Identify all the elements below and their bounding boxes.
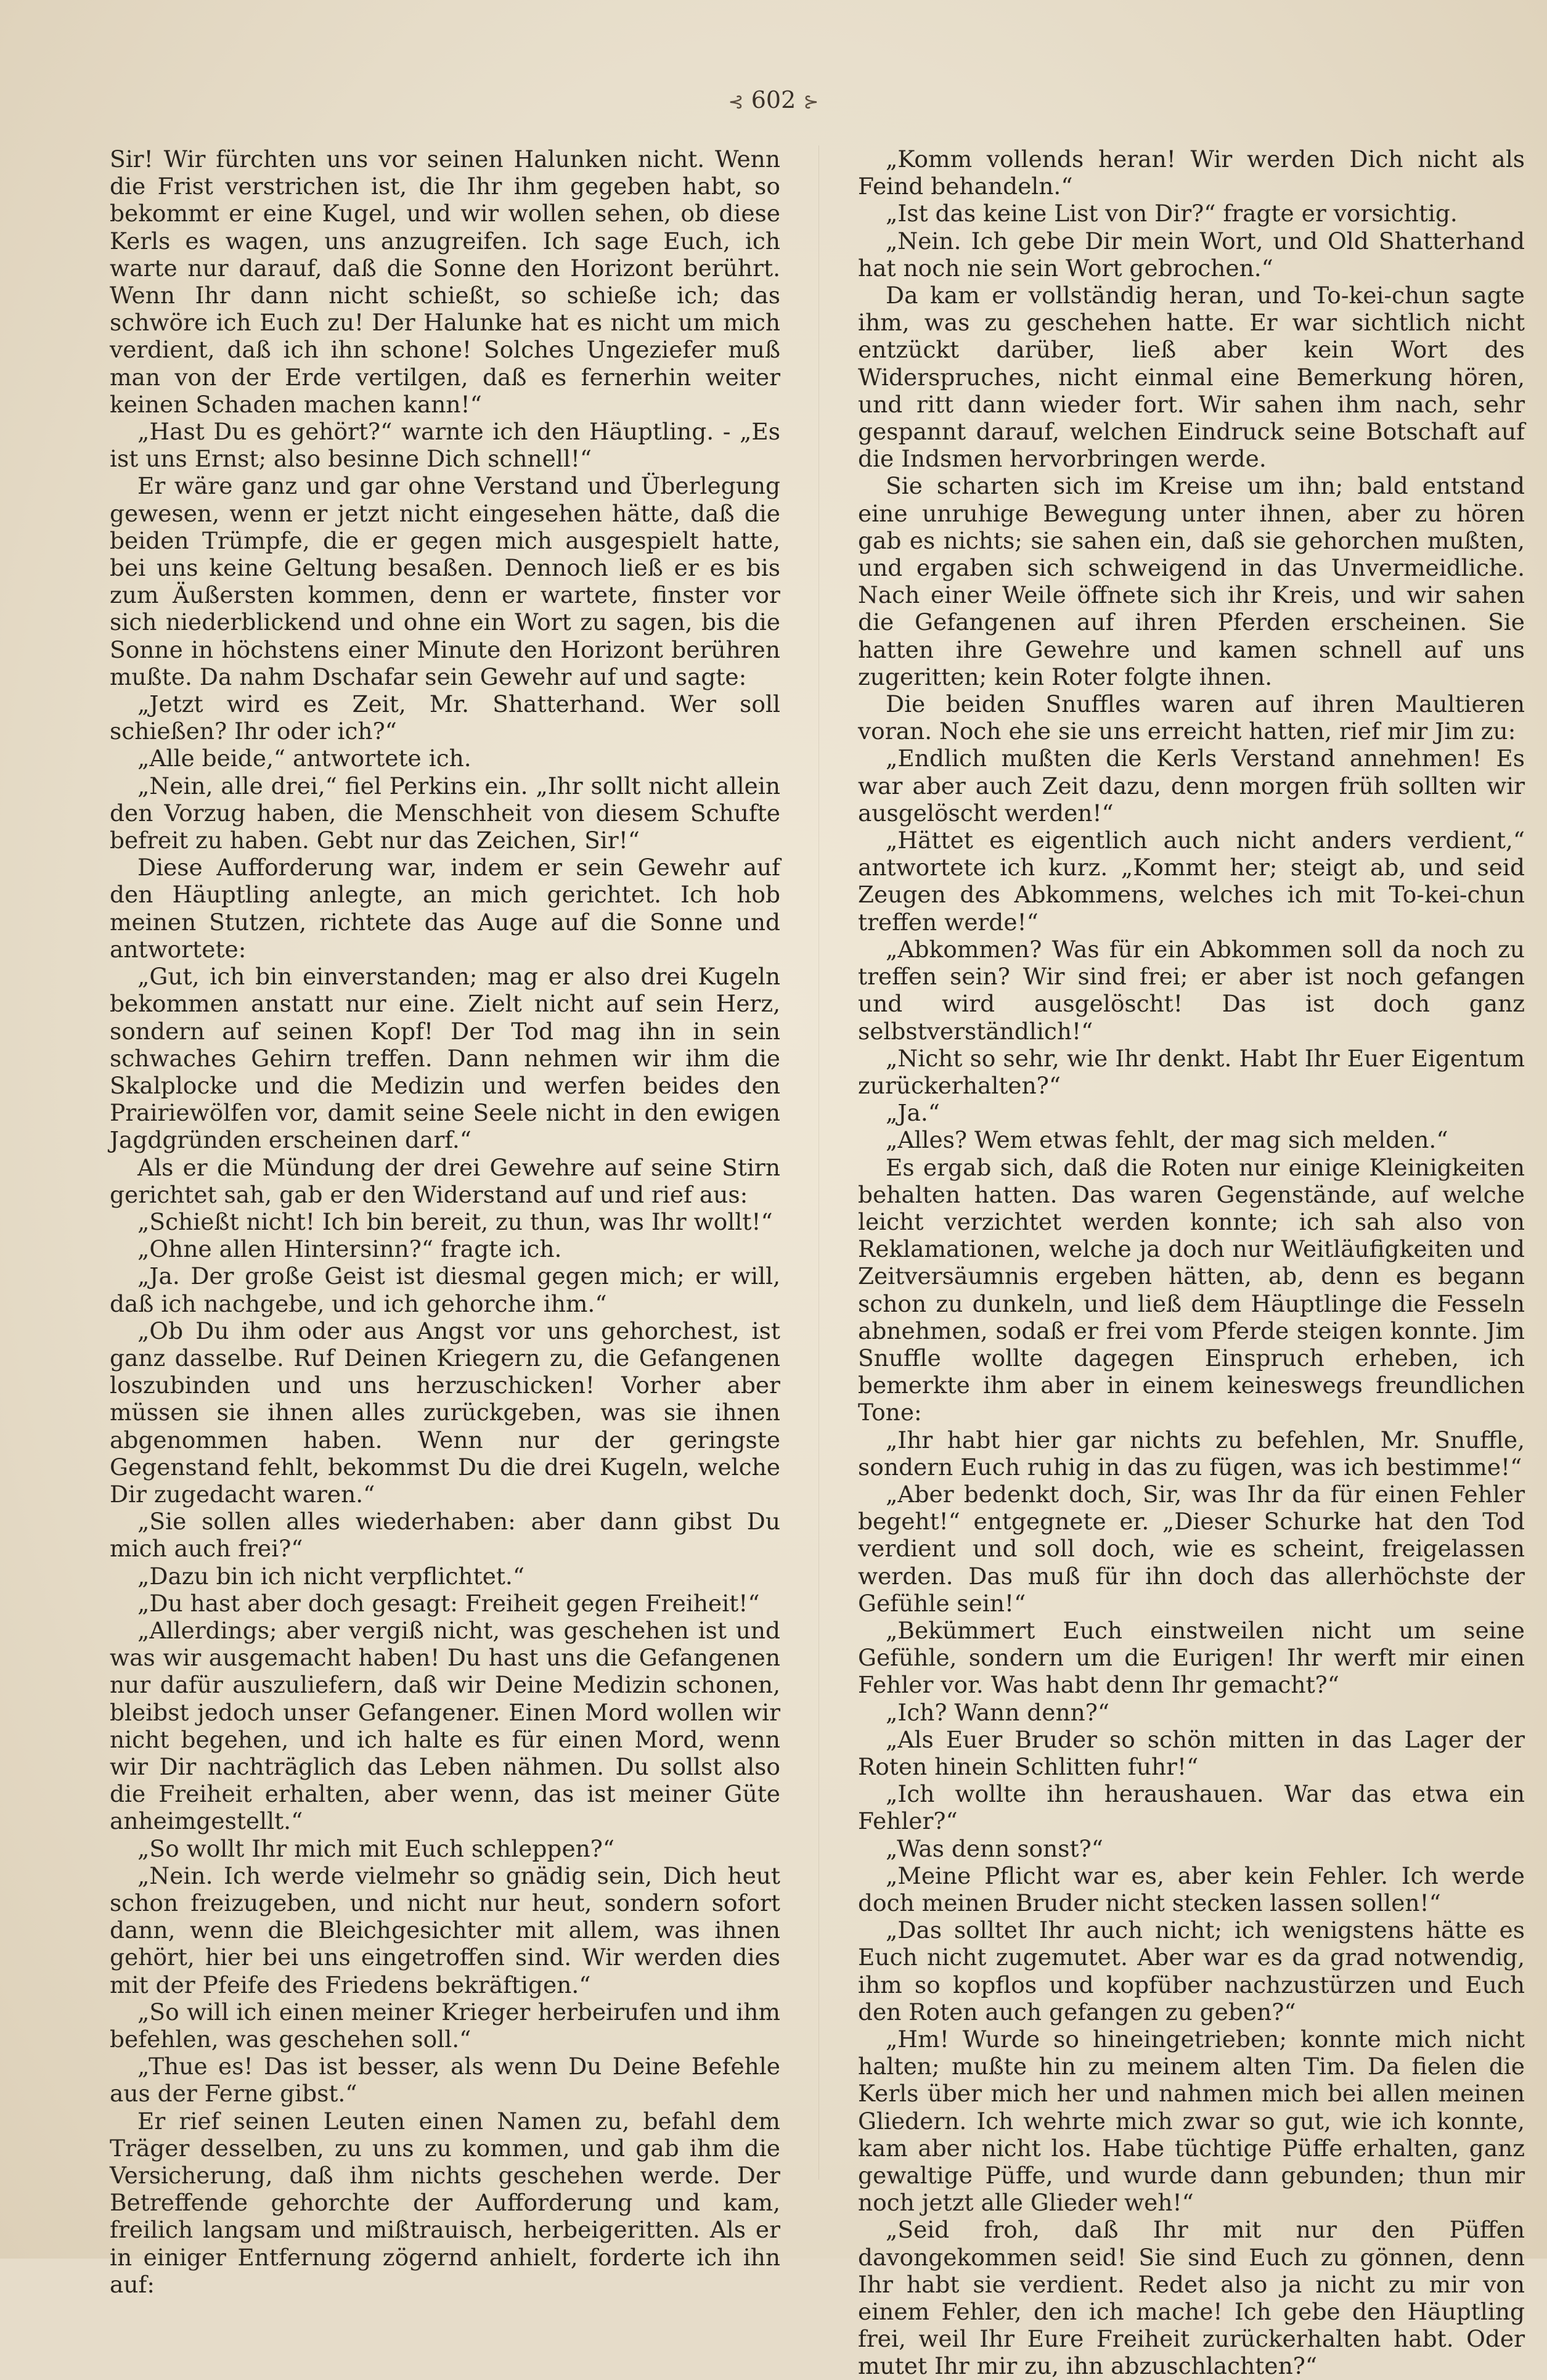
paragraph: „Ist das keine List von Dir?“ fragte er vorsichtig. — [886, 200, 1458, 227]
paragraph: „Schießt nicht! Ich bin bereit, zu thun, was Ihr wollt!“ — [137, 1208, 773, 1235]
paragraph: „Ja.“ — [886, 1099, 940, 1127]
paragraph: „Hast Du es gehört?“ warnte ich den Häuptling. - „Es ist uns Ernst; also besinne Dich schnell!“ — [110, 418, 780, 473]
paragraph: „Hättet es eigentlich auch nicht anders verdient,“ antwortete ich kurz. „Kommt her; steigt ab, und seid Zeugen des Abkommens, welches ich mit To-kei-chun treffen werde!“ — [858, 827, 1525, 936]
paragraph: „Allerdings; aber vergiß nicht, was geschehen ist und was wir ausgemacht haben! Du hast uns die Gefangenen nur dafür auszuliefern, daß wir Deine Medizin schonen, bleibst jedoch unser Gefangener. Einen Mord wollen wir nicht begehen, und ich halte es für einen Mord, wenn wir Dir nachträglich das Leben nähmen. Du sollst also die Freiheit erhalten, aber wenn, das ist meiner Güte anheimgestellt.“ — [110, 1616, 780, 1835]
paragraph: „Ja. Der große Geist ist diesmal gegen mich; er will, daß ich nachgebe, und ich gehorche ihm.“ — [110, 1262, 780, 1317]
paragraph: „Aber bedenkt doch, Sir, was Ihr da für einen Fehler begeht!“ entgegnete er. „Dieser Schurke hat den Tod verdient und soll doch, wie es scheint, freigelassen werden. Das muß für ihn doch das allerhöchste der Gefühle sein!“ — [858, 1480, 1525, 1617]
paragraph: „Ob Du ihm oder aus Angst vor uns gehorchest, ist ganz dasselbe. Ruf Deinen Kriegern zu, die Gefangenen loszubinden und uns herzuschicken! Vorher aber müssen sie ihnen alles zurückgeben, was sie ihnen abgenommen haben. Wenn nur der geringste Gegenstand fehlt, bekommst Du die drei Kugeln, welche Dir zugedacht waren.“ — [110, 1317, 780, 1508]
paragraph: „Ohne allen Hintersinn?“ fragte ich. — [137, 1235, 562, 1263]
paragraph: „Das solltet Ihr auch nicht; ich wenigstens hätte es Euch nicht zugemutet. Aber war es da grad notwendig, ihm so kopflos und kopfüber nachzustürzen und Euch den Roten auch gefangen zu geben?“ — [858, 1916, 1525, 2026]
right-ornament: ⊱ — [803, 91, 819, 113]
paragraph: „Hm! Wurde so hineingetrieben; konnte mich nicht halten; mußte hin zu meinem alten Tim. Da fielen die Kerls über mich her und nahmen mich bei allen meinen Gliedern. Ich wehrte mich zwar so gut, wie ich konnte, kam aber nicht los. Habe tüchtige Püffe erhalten, ganz gewaltige Püffe, und wurde dann gebunden; thun mir noch jetzt alle Glieder weh!“ — [858, 2026, 1525, 2217]
paragraph: „Komm vollends heran! Wir werden Dich nicht als Feind behandeln.“ — [858, 145, 1525, 200]
paragraph: „Dazu bin ich nicht verpflichtet.“ — [137, 1562, 525, 1590]
paragraph: „Nein, alle drei,“ fiel Perkins ein. „Ihr sollt nicht allein den Vorzug haben, die Menschheit von diesem Schufte befreit zu haben. Gebt nur das Zeichen, Sir!“ — [110, 772, 780, 854]
paragraph: Diese Aufforderung war, indem er sein Gewehr auf den Häuptling anlegte, an mich gerichtet. Ich hob meinen Stutzen, richtete das Auge auf die Sonne und antwortete: — [110, 854, 780, 963]
paragraph: „Jetzt wird es Zeit, Mr. Shatterhand. Wer soll schießen? Ihr oder ich?“ — [110, 690, 780, 745]
paragraph: „Ich wollte ihn heraushauen. War das etwa ein Fehler?“ — [858, 1780, 1525, 1835]
paragraph: „Ich? Wann denn?“ — [886, 1698, 1110, 1726]
paragraph: „Sie sollen alles wiederhaben: aber dann gibst Du mich auch frei?“ — [110, 1508, 780, 1563]
paragraph: Er wäre ganz und gar ohne Verstand und Überlegung gewesen, wenn er jetzt nicht eingesehen hätte, daß die beiden Trümpfe, die er gegen mich ausgespielt hatte, bei uns keine Geltung besaßen. Dennoch ließ er es bis zum Äußersten kommen, denn er wartete, finster vor sich niederblickend und ohne ein Wort zu sagen, bis die Sonne in höchstens einer Minute den Horizont berühren mußte. Da nahm Dschafar sein Gewehr auf und sagte: — [110, 472, 780, 690]
page-number: 602 — [751, 86, 796, 113]
paragraph: „So wollt Ihr mich mit Euch schleppen?“ — [137, 1834, 615, 1862]
paragraph: „Du hast aber doch gesagt: Freiheit gegen Freiheit!“ — [137, 1589, 760, 1617]
right-column — [858, 145, 1525, 2380]
paragraph: „Ihr habt hier gar nichts zu befehlen, Mr. Snuffle, sondern Euch ruhig in das zu fügen, was ich bestimme!“ — [858, 1426, 1525, 1481]
paragraph: Sie scharten sich im Kreise um ihn; bald entstand eine unruhige Bewegung unter ihnen, aber zu hören gab es nichts; sie sahen ein, daß sie gehorchen mußten, und ergaben sich schweigend in das Unvermeidliche. Nach einer Weile öffnete sich ihr Kreis, und wir sahen die Gefangenen auf ihren Pferden erscheinen. Sie hatten ihre Gewehre und kamen schnell auf uns zugeritten; kein Roter folgte ihnen. — [858, 472, 1525, 690]
paragraph: „Meine Pflicht war es, aber kein Fehler. Ich werde doch meinen Bruder nicht stecken lassen sollen!“ — [858, 1862, 1525, 1916]
paragraph: Er rief seinen Leuten einen Namen zu, befahl dem Träger desselben, zu uns zu kommen, und gab ihm die Versicherung, daß ihm nichts geschehen werde. Der Betreffende gehorchte der Aufforderung und kam, freilich langsam und mißtrauisch, herbeigeritten. Als er in einiger Entfernung zögernd anhielt, forderte ich ihn auf: — [110, 2107, 780, 2298]
left-column — [110, 145, 780, 2298]
paragraph: „Endlich mußten die Kerls Verstand annehmen! Es war aber auch Zeit dazu, denn morgen früh sollten wir ausgelöscht werden!“ — [858, 745, 1525, 827]
paragraph: „Nicht so sehr, wie Ihr denkt. Habt Ihr Euer Eigentum zurückerhalten?“ — [858, 1044, 1525, 1099]
paragraph: „Abkommen? Was für ein Abkommen soll da noch zu treffen sein? Wir sind frei; er aber ist noch gefangen und wird ausgelöscht! Das ist doch ganz selbstverständlich!“ — [858, 935, 1525, 1045]
paragraph: Da kam er vollständig heran, und To-kei-chun sagte ihm, was zu geschehen hatte. Er war sichtlich nicht entzückt darüber, ließ aber kein Wort des Widerspruches, nicht einmal eine Bemerkung hören, und ritt dann wieder fort. Wir sahen ihm nach, sehr gespannt darauf, welchen Eindruck seine Botschaft auf die Indsmen hervorbringen werde. — [858, 282, 1525, 473]
column-divider — [818, 145, 819, 2180]
paragraph: „Alles? Wem etwas fehlt, der mag sich melden.“ — [886, 1126, 1448, 1154]
paragraph: „Seid froh, daß Ihr mit nur den Püffen davongekommen seid! Sie sind Euch zu gönnen, denn Ihr habt sie verdient. Redet also ja nicht zu mir von einem Fehler, den ich mache! Ich gebe den Häuptling frei, weil Ihr Eure Freiheit zurückerhalten habt. Oder mutet Ihr mir zu, ihn abzuschlachten?“ — [858, 2216, 1525, 2380]
paragraph: „Thue es! Das ist besser, als wenn Du Deine Befehle aus der Ferne gibst.“ — [110, 2053, 780, 2108]
paragraph: „Als Euer Bruder so schön mitten in das Lager der Roten hinein Schlitten fuhr!“ — [858, 1725, 1525, 1780]
paragraph: „Gut, ich bin einverstanden; mag er also drei Kugeln bekommen anstatt nur eine. Zielt nicht auf sein Herz, sondern auf seinen Kopf! Der Tod mag ihn in sein schwaches Gehirn treffen. Dann nehmen wir ihm die Skalplocke und die Medizin und werfen beides den Prairiewölfen vor, damit seine Seele nicht in den ewigen Jagdgründen erscheinen darf.“ — [110, 963, 780, 1154]
paragraph: „Alle beide,“ antwortete ich. — [137, 745, 471, 772]
left-ornament: ⊰ — [728, 91, 744, 113]
paragraph: „Nein. Ich werde vielmehr so gnädig sein, Dich heut schon freizugeben, und nicht nur heut, sondern sofort dann, wenn die Bleichgesichter mit allem, was ihnen gehört, hier bei uns eingetroffen sind. Wir werden dies mit der Pfeife des Friedens bekräftigen.“ — [110, 1862, 780, 1998]
page-header — [690, 86, 857, 123]
paragraph: „Bekümmert Euch einstweilen nicht um seine Gefühle, sondern um die Eurigen! Ihr werft mir einen Fehler vor. Was habt denn Ihr gemacht?“ — [858, 1616, 1525, 1699]
paragraph: „Was denn sonst?“ — [886, 1834, 1103, 1862]
paragraph: Als er die Mündung der drei Gewehre auf seine Stirn gerichtet sah, gab er den Widerstand auf und rief aus: — [110, 1153, 780, 1208]
paragraph: Sir! Wir fürchten uns vor seinen Halunken nicht. Wenn die Frist verstrichen ist, die Ihr ihm gegeben habt, so bekommt er eine Kugel, und wir wollen sehen, ob diese Kerls es wagen, uns anzugreifen. Ich sage Euch, ich warte nur darauf, daß die Sonne den Horizont berührt. Wenn Ihr dann nicht schießt, so schieße ich; das schwöre ich Euch zu! Der Halunke hat es nicht um mich verdient, daß ich ihn schone! Solches Ungeziefer muß man von der Erde vertilgen, daß es fernerhin weiter keinen Schaden machen kann!“ — [110, 145, 780, 418]
paragraph: „So will ich einen meiner Krieger herbeirufen und ihm befehlen, was geschehen soll.“ — [110, 1998, 780, 2053]
paragraph: Es ergab sich, daß die Roten nur einige Kleinigkeiten behalten hatten. Das waren Gegenstände, auf welche leicht verzichtet werden konnte; ich sah also von Reklamationen, welche ja doch nur Weitläufigkeiten und Zeitversäumnis ergeben hätten, ab, denn es begann schon zu dunkeln, und ließ dem Häuptlinge die Fesseln abnehmen, sodaß er frei vom Pferde steigen konnte. Jim Snuffle wollte dagegen Einspruch erheben, ich bemerkte ihm aber in einem keineswegs freundlichen Tone: — [858, 1153, 1525, 1426]
paragraph: Die beiden Snuffles waren auf ihren Maultieren voran. Noch ehe sie uns erreicht hatten, rief mir Jim zu: — [858, 690, 1525, 745]
paragraph: „Nein. Ich gebe Dir mein Wort, und Old Shatterhand hat noch nie sein Wort gebrochen.“ — [858, 227, 1525, 282]
